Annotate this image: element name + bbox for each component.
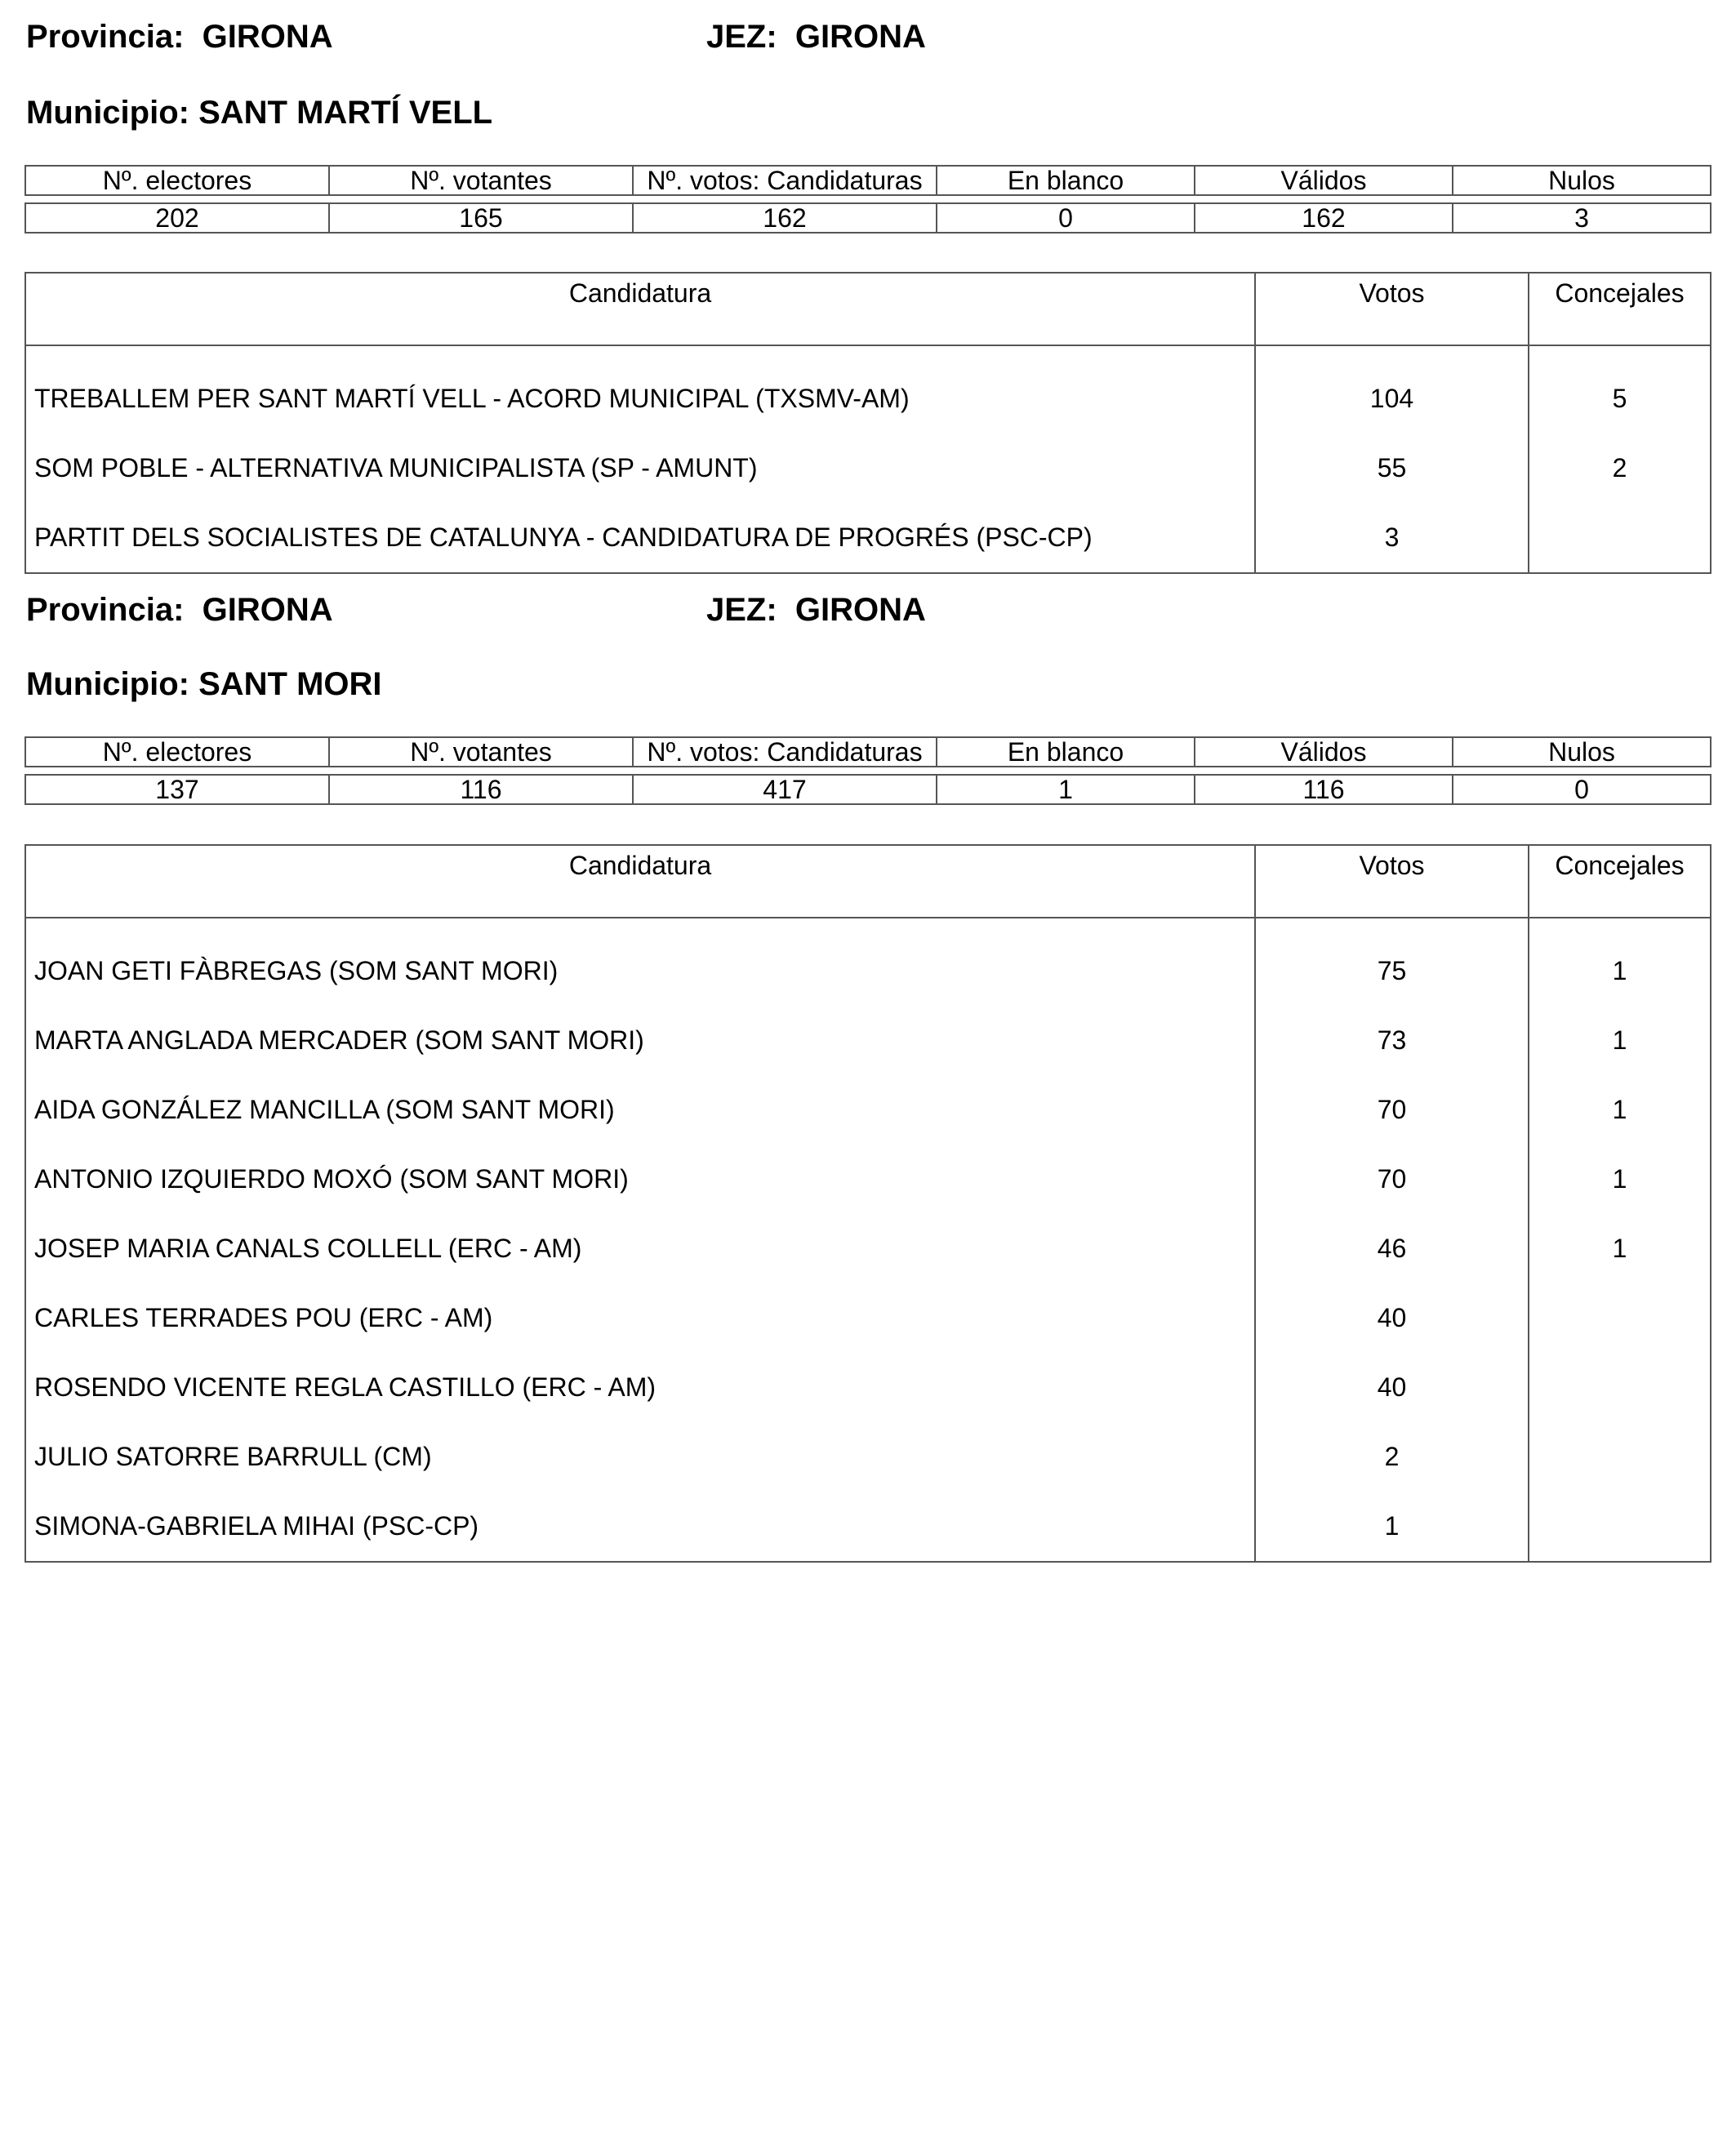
provincia-label: Provincia:	[26, 592, 185, 628]
candidate-name: TREBALLEM PER SANT MARTÍ VELL - ACORD MUNICIPAL (TXSMV-AM)	[25, 345, 1255, 434]
summary-value-row	[25, 203, 1711, 233]
summary-header: Nº. votos: Candidaturas	[633, 166, 937, 195]
provincia-value: GIRONA	[202, 592, 333, 628]
candidate-name: JULIO SATORRE BARRULL (CM)	[25, 1422, 1255, 1492]
table-row	[25, 1006, 1711, 1075]
candidate-concejales	[1529, 1283, 1711, 1353]
candidate-concejales	[1529, 1422, 1711, 1492]
summary-value: 165	[329, 203, 633, 233]
candidate-name: JOSEP MARIA CANALS COLLELL (ERC - AM)	[25, 1214, 1255, 1283]
summary-table	[24, 165, 1712, 233]
municipio-value: SANT MORI	[198, 666, 382, 702]
municipio-header	[26, 668, 382, 700]
table-row	[25, 1214, 1711, 1283]
candidatura-table	[24, 272, 1712, 574]
municipio-label: Municipio:	[26, 95, 189, 131]
candidate-concejales: 5	[1529, 345, 1711, 434]
municipio-header	[26, 96, 492, 129]
summary-header: Nº. votantes	[329, 737, 633, 767]
candidate-votos: 40	[1255, 1283, 1529, 1353]
summary-value-row	[25, 775, 1711, 804]
candidate-name: ANTONIO IZQUIERDO MOXÓ (SOM SANT MORI)	[25, 1145, 1255, 1214]
candidatura-header: Candidatura	[25, 273, 1255, 345]
summary-header-row	[25, 737, 1711, 767]
candidate-name: PARTIT DELS SOCIALISTES DE CATALUNYA - CANDIDATURA DE PROGRÉS (PSC-CP)	[25, 503, 1255, 573]
candidate-name: JOAN GETI FÀBREGAS (SOM SANT MORI)	[25, 918, 1255, 1006]
provincia-value: GIRONA	[202, 19, 333, 55]
summary-value: 3	[1453, 203, 1711, 233]
summary-value: 202	[25, 203, 329, 233]
candidate-votos: 3	[1255, 503, 1529, 573]
candidate-votos: 46	[1255, 1214, 1529, 1283]
summary-table	[24, 736, 1712, 805]
summary-header: Nulos	[1453, 737, 1711, 767]
candidate-name: SOM POBLE - ALTERNATIVA MUNICIPALISTA (SP - AMUNT)	[25, 434, 1255, 503]
table-row	[25, 434, 1711, 503]
provincia-label: Provincia:	[26, 19, 185, 55]
summary-header: Nº. electores	[25, 737, 329, 767]
candidate-concejales	[1529, 1492, 1711, 1562]
candidate-name: SIMONA-GABRIELA MIHAI (PSC-CP)	[25, 1492, 1255, 1562]
candidate-concejales	[1529, 503, 1711, 573]
summary-value: 1	[937, 775, 1195, 804]
summary-header: Nulos	[1453, 166, 1711, 195]
table-row	[25, 503, 1711, 573]
candidatura-header-row	[25, 845, 1711, 918]
table-row	[25, 1145, 1711, 1214]
municipio-label: Municipio:	[26, 666, 189, 702]
table-row	[25, 1075, 1711, 1145]
summary-value: 162	[1195, 203, 1453, 233]
candidatura-header: Candidatura	[25, 845, 1255, 918]
summary-header: Nº. votantes	[329, 166, 633, 195]
table-row	[25, 1283, 1711, 1353]
candidate-votos: 40	[1255, 1353, 1529, 1422]
jez-label: JEZ:	[706, 19, 777, 55]
jez-header	[706, 594, 926, 626]
candidate-concejales: 2	[1529, 434, 1711, 503]
table-row	[25, 1492, 1711, 1562]
summary-value: 0	[937, 203, 1195, 233]
candidate-votos: 55	[1255, 434, 1529, 503]
concejales-header: Concejales	[1529, 845, 1711, 918]
candidate-name: AIDA GONZÁLEZ MANCILLA (SOM SANT MORI)	[25, 1075, 1255, 1145]
candidatura-table	[24, 844, 1712, 1563]
summary-header: Nº. electores	[25, 166, 329, 195]
summary-value: 116	[1195, 775, 1453, 804]
concejales-header: Concejales	[1529, 273, 1711, 345]
summary-value: 417	[633, 775, 937, 804]
table-row	[25, 345, 1711, 434]
table-row	[25, 1353, 1711, 1422]
candidate-votos: 2	[1255, 1422, 1529, 1492]
table-row	[25, 1422, 1711, 1492]
candidate-votos: 75	[1255, 918, 1529, 1006]
candidate-name: MARTA ANGLADA MERCADER (SOM SANT MORI)	[25, 1006, 1255, 1075]
candidate-concejales: 1	[1529, 1075, 1711, 1145]
candidate-name: CARLES TERRADES POU (ERC - AM)	[25, 1283, 1255, 1353]
summary-header: En blanco	[937, 737, 1195, 767]
summary-header: Válidos	[1195, 166, 1453, 195]
candidate-votos: 1	[1255, 1492, 1529, 1562]
votos-header: Votos	[1255, 273, 1529, 345]
candidate-concejales: 1	[1529, 918, 1711, 1006]
candidate-concejales	[1529, 1353, 1711, 1422]
candidate-votos: 104	[1255, 345, 1529, 434]
summary-value: 116	[329, 775, 633, 804]
candidatura-header-row	[25, 273, 1711, 345]
candidate-concejales: 1	[1529, 1214, 1711, 1283]
provincia-header	[26, 20, 333, 53]
candidate-concejales: 1	[1529, 1006, 1711, 1075]
summary-header-row	[25, 166, 1711, 195]
summary-header: Válidos	[1195, 737, 1453, 767]
municipio-value: SANT MARTÍ VELL	[198, 95, 493, 131]
jez-value: GIRONA	[795, 592, 926, 628]
summary-header: Nº. votos: Candidaturas	[633, 737, 937, 767]
candidate-votos: 70	[1255, 1145, 1529, 1214]
candidate-name: ROSENDO VICENTE REGLA CASTILLO (ERC - AM)	[25, 1353, 1255, 1422]
jez-label: JEZ:	[706, 592, 777, 628]
candidate-concejales: 1	[1529, 1145, 1711, 1214]
summary-value: 162	[633, 203, 937, 233]
summary-header: En blanco	[937, 166, 1195, 195]
provincia-header	[26, 594, 333, 626]
summary-value: 137	[25, 775, 329, 804]
candidate-votos: 73	[1255, 1006, 1529, 1075]
jez-value: GIRONA	[795, 19, 926, 55]
candidate-votos: 70	[1255, 1075, 1529, 1145]
summary-value: 0	[1453, 775, 1711, 804]
jez-header	[706, 20, 926, 53]
votos-header: Votos	[1255, 845, 1529, 918]
table-row	[25, 918, 1711, 1006]
